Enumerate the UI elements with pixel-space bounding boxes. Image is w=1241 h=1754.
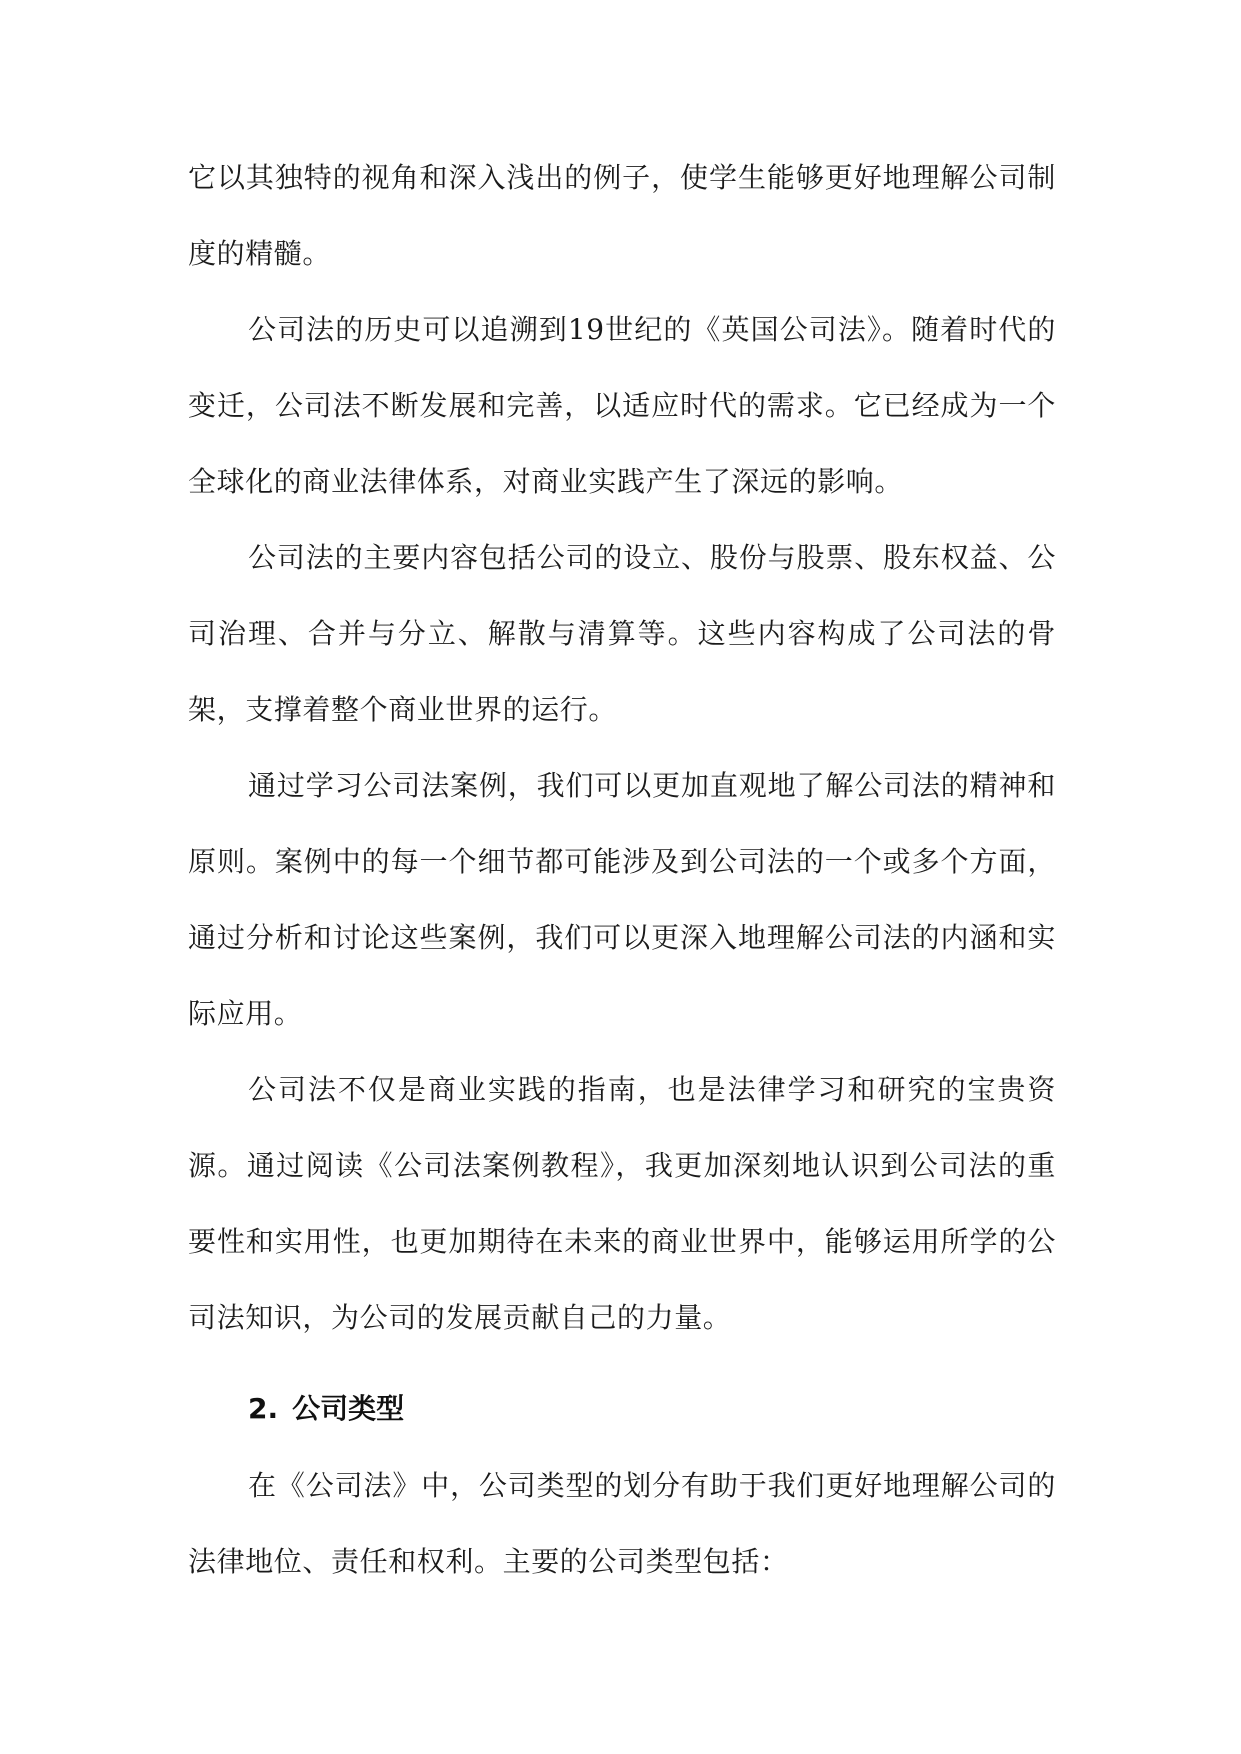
paragraph-case-study: 通过学习公司法案例，我们可以更加直观地了解公司法的精神和原则。案例中的每一个细节都可能涉及到公司法的一个或多个方面，通过分析和讨论这些案例，我们可以更深入地理解公司法的内涵和实际应用。 — [188, 769, 1056, 1030]
paragraph-continuation: 它以其独特的视角和深入浅出的例子，使学生能够更好地理解公司制度的精髓。 — [188, 161, 1056, 270]
document-body — [188, 140, 1056, 1600]
paragraph-value: 公司法不仅是商业实践的指南，也是法律学习和研究的宝贵资源。通过阅读《公司法案例教程》，我更加深刻地认识到公司法的重要性和实用性，也更加期待在未来的商业世界中，能够运用所学的公司法知识，为公司的发展贡献自己的力量。 — [188, 1073, 1056, 1334]
section-heading — [188, 1370, 1056, 1448]
paragraph-company-types-intro: 在《公司法》中，公司类型的划分有助于我们更好地理解公司的法律地位、责任和权利。主要的公司类型包括： — [188, 1469, 1056, 1578]
section-title: 公司类型 — [292, 1392, 405, 1425]
section-number: 2. — [248, 1392, 279, 1425]
paragraph-main-content: 公司法的主要内容包括公司的设立、股份与股票、股东权益、公司治理、合并与分立、解散与清算等。这些内容构成了公司法的骨架，支撑着整个商业世界的运行。 — [188, 541, 1056, 726]
paragraph-history: 公司法的历史可以追溯到19世纪的《英国公司法》。随着时代的变迁，公司法不断发展和完善，以适应时代的需求。它已经成为一个全球化的商业法律体系，对商业实践产生了深远的影响。 — [188, 313, 1056, 498]
